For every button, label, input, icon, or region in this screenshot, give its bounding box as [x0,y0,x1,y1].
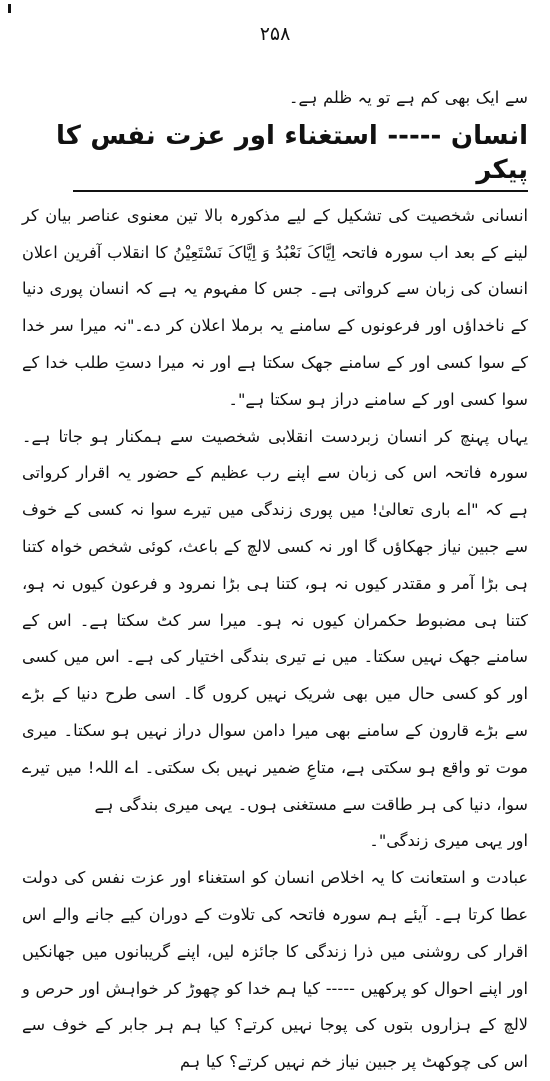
corner-mark [8,4,11,13]
section-heading-text: انسان ----- استغناء اور عزت نفس کا پیکر [55,120,528,185]
page-body [22,80,528,1081]
paragraph-2: یہاں پہنچ کر انسان زبردست انقلابی شخصیت سے ہمکنار ہو جاتا ہے۔ سورہ فاتحہ اس کی زبان سے اپنے رب عظیم کے حضور یہ اقرار کرواتی ہے کہ "اے باری تعالیٰ! میں پوری زندگی میں تیرے سوا نہ کسی کے خوف سے جبین نیاز جھکاؤں گا اور نہ کسی لالچ کے باعث، کوئی شخص خواہ کتنا ہی بڑا آمر و مقتدر کیوں نہ ہو، کتنا ہی بڑا نمرود و فرعون کیوں نہ ہو، کتنا ہی مضبوط حکمران کیوں نہ ہو۔ میرا سر کٹ سکتا ہے۔ اس کے سامنے جھک نہیں سکتا۔ میں نے تیری بندگی اختیار کی ہے۔ اس میں کسی اور کو کسی حال میں بھی شریک نہیں کروں گا۔ اسی طرح دنیا کے بڑے سے بڑے قارون کے سامنے بھی میرا دامن سوال دراز نہیں ہو سکتا۔ میری موت تو واقع ہو سکتی ہے، متاعِ ضمیر نہیں بک سکتی۔ اے اللہ! میں تیرے سوا، دنیا کی ہر طاقت سے مستغنی ہوں۔ یہی میری بندگی ہے [22,426,528,814]
page-number: ۲۵۸ [259,23,291,45]
section-heading [22,119,528,192]
paragraph-3: عبادت و استعانت کا یہ اخلاص انسان کو استغناء اور عزت نفس کی دولت عطا کرتا ہے۔ آیئے ہم سورہ فاتحہ کی تلاوت کے دوران کیے جانے والے اس اقرار کی روشنی میں ذرا زندگی کا جائزہ لیں، اپنے گریبانوں میں جھانکیں اور اپنے احوال کو پرکھیں ----- کیا ہم خدا کو چھوڑ کر خواہش اور حرص و لالچ کے ہزاروں بتوں کی پوجا نہیں کرتے؟ کیا ہم ہر جابر کے خوف سے اس کی چوکھٹ پر جبین نیاز خم نہیں کرتے؟ کیا ہم [22,868,528,1072]
paragraph-1: انسانی شخصیت کی تشکیل کے لیے مذکورہ بالا تین معنوی عناصر بیان کر لینے کے بعد اب سورہ فاتحہ اِیَّاکَ نَعْبُدُ وَ اِیَّاکَ نَسْتَعِیْنُ کا انقلاب آفرین اعلان انسان کی زبان سے کرواتی ہے۔ جس کا مفہوم یہ ہے کہ انسان پوری دنیا کے ناخداؤں اور فرعونوں کے سامنے یہ برملا اعلان کر دے۔"نہ میرا سر خدا کے سوا کسی اور کے سامنے جھک سکتا ہے اور نہ میرا دستِ طلب خدا کے سوا کسی اور کے سامنے دراز ہو سکتا ہے"۔ [22,205,528,409]
lead-line: سے ایک بھی کم ہے تو یہ ظلم ہے۔ [289,88,528,107]
paragraph-2-end: اور یہی میری زندگی"۔ [369,831,528,851]
heading-underline [73,190,528,192]
